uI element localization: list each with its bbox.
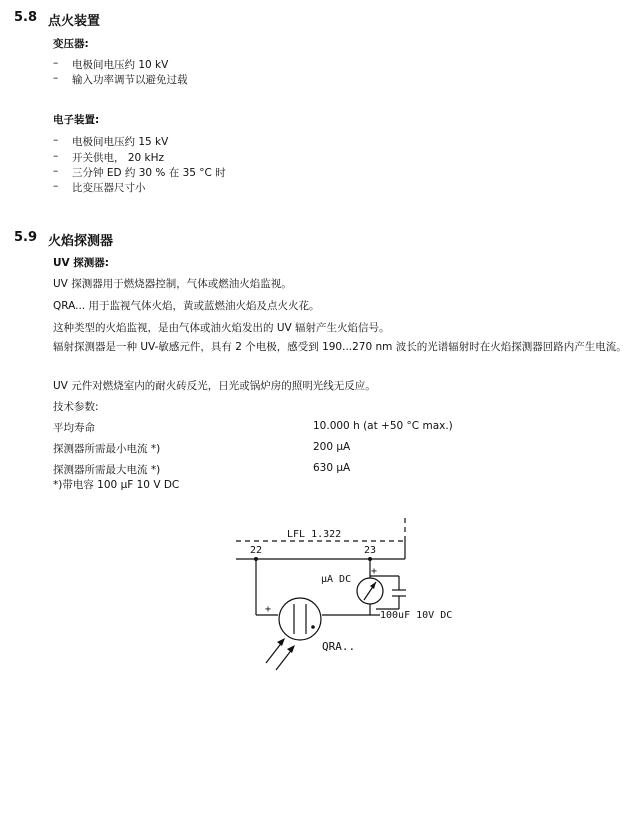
param-label: 探测器所需最小电流 *)	[53, 443, 161, 455]
sensor-plus-sign: +	[265, 604, 272, 615]
section-5-8-title: 点火装置	[48, 14, 101, 29]
section-5-9-title: 火焰探测器	[48, 234, 114, 249]
sensor-label: QRA..	[322, 640, 356, 653]
paragraph: UV 元件对燃烧室内的耐火砖反光，日光或锅炉房的照明光线无反应。	[53, 380, 376, 392]
list-dash: –	[53, 150, 59, 162]
electronic-heading: 电子装置:	[53, 114, 100, 126]
param-value: 630 μA	[313, 462, 351, 474]
paragraph: QRA... 用于监视气体火焰，黄或蓝燃油火焰及点火火花。	[53, 300, 320, 312]
uv-detector-heading: UV 探测器:	[53, 257, 110, 269]
list-dash: –	[53, 165, 59, 177]
electronic-item: 电极间电压约 15 kV	[72, 136, 169, 148]
device-label: LFL 1.322	[287, 529, 342, 540]
param-value: 10.000 h (at +50 °C max.)	[313, 420, 453, 432]
footnote: *)带电容 100 μF 10 V DC	[53, 479, 180, 491]
paragraph: 辐射探测器是一种 UV-敏感元件，具有 2 个电极，感受到 190...270 nm 波长的光谱辐射时在火焰探测器回路内产生电流。	[53, 341, 627, 353]
terminal-22-dot	[254, 557, 258, 561]
transformer-item: 输入功率调节以避免过载	[72, 74, 188, 86]
paragraph: 这种类型的火焰监视，是由气体或油火焰发出的 UV 辐射产生火焰信号。	[53, 322, 390, 334]
meter-plus-sign: +	[371, 566, 378, 577]
terminal-23-dot	[368, 557, 372, 561]
arrow-head	[287, 645, 295, 653]
arrow-head	[277, 638, 285, 646]
section-5-8-number: 5.8	[14, 10, 38, 25]
list-dash: –	[53, 134, 59, 146]
transformer-heading: 变压器:	[53, 38, 89, 50]
tech-params-heading: 技术参数:	[53, 401, 99, 413]
meter-label: μA DC	[321, 574, 352, 585]
list-dash: –	[53, 57, 59, 69]
electronic-item: 开关供电， 20 kHz	[72, 152, 165, 164]
list-dash: –	[53, 180, 59, 192]
sensor-dot	[311, 625, 315, 629]
param-label: 平均寿命	[53, 422, 95, 434]
param-label: 探测器所需最大电流 *)	[53, 464, 161, 476]
electronic-item: 比变压器尺寸小	[72, 182, 146, 194]
terminal-23-label: 23	[364, 545, 377, 556]
list-dash: –	[53, 72, 59, 84]
section-5-9-number: 5.9	[14, 230, 38, 245]
transformer-item: 电极间电压约 10 kV	[72, 59, 169, 71]
paragraph: UV 探测器用于燃烧器控制，气体或燃油火焰监视。	[53, 278, 292, 290]
capacitor-label: 100uF 10V DC	[380, 610, 453, 621]
param-value: 200 μA	[313, 441, 351, 453]
terminal-22-label: 22	[250, 545, 263, 556]
electronic-item: 三分钟 ED 约 30 % 在 35 °C 时	[72, 167, 226, 179]
uv-sensor-tube-symbol	[279, 598, 321, 640]
meter-needle-tip	[370, 582, 376, 589]
